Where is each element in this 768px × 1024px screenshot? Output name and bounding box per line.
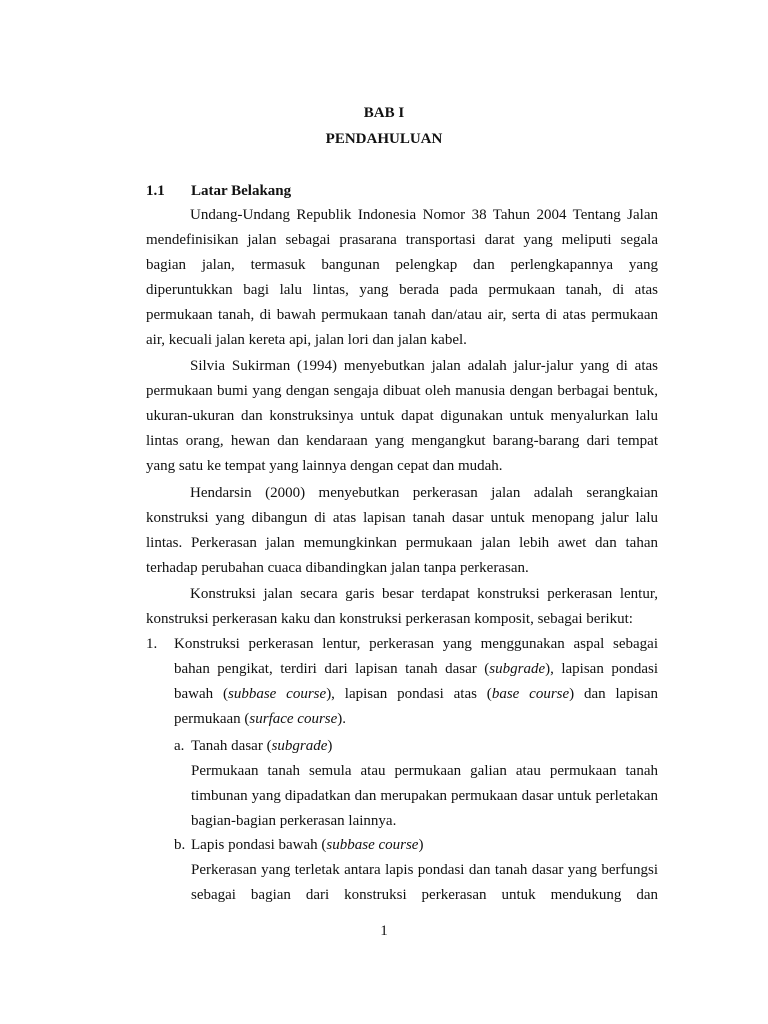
section-number: 1.1 [146,183,165,199]
paragraph-1: Undang-Undang Republik Indonesia Nomor 38 Tahun 2004 Tentang Jalan mendefinisikan jalan sebagai prasarana transportasi darat yang meliputi segala bagian jalan, termasuk bangunan pelengkap dan perlengkapannya yang diperuntukkan bagi lalu lintas, yang berada pada permukaan tanah, di atas permukaan tanah, di bawah permukaan tanah dan/atau air, serta di atas permukaan air, kecuali jalan kereta api, jalan lori dan jalan kabel. [146,207,658,348]
sub-list-item-b [174,833,658,908]
text-run: ) dan lapisan permukaan ( [174,686,658,727]
sub-item-description: Perkerasan yang terletak antara lapis pondasi dan tanah dasar yang berfungsi sebagai bagian dari konstruksi perkerasan untuk mendukung dan [191,862,658,903]
list-item-text [174,632,658,732]
section-heading [146,182,291,200]
text-run: ) [418,837,424,853]
sub-item-description: Permukaan tanah semula atau permukaan galian atau permukaan tanah timbunan yang dipadatkan dan merupakan permukaan dasar untuk perletakan bagian-bagian perkerasan lainnya. [191,763,658,829]
italic-term: subgrade [271,738,328,754]
italic-term: base course [491,686,570,702]
text-run: ), lapisan pondasi atas ( [326,686,492,702]
text-run: Lapis pondasi bawah ( [191,837,327,853]
text-run: Tanah dasar ( [191,738,272,754]
italic-term: surface course [249,711,338,727]
sub-list-item-a [174,734,658,834]
chapter-label: BAB I [363,105,405,121]
page-number: 1 [380,923,388,939]
list-item-1 [146,632,658,732]
section-title: Latar Belakang [191,183,292,199]
text-run: ). [337,711,347,727]
paragraph-4: Konstruksi jalan secara garis besar terdapat konstruksi perkerasan lentur, konstruksi perkerasan kaku dan konstruksi perkerasan komposit, sebagai berikut: [146,586,658,627]
text-run: Konstruksi perkerasan lentur, perkerasan yang menggunakan aspal sebagai bahan pengikat, terdiri dari lapisan tanah dasar ( [174,636,658,677]
italic-term: subbase course [326,837,419,853]
paragraph-3: Hendarsin (2000) menyebutkan perkerasan jalan adalah serangkaian konstruksi yang dibangun di atas lapisan tanah dasar untuk menopang jalur lalu lintas. Perkerasan jalan memungkinkan permukaan jalan lebih awet dan tahan terhadap perubahan cuaca dibandingkan jalan tanpa perkerasan. [146,485,658,576]
text-run: ), lapisan pondasi bawah ( [174,661,658,702]
sub-marker: a. [174,738,185,754]
sub-marker: b. [174,837,186,853]
italic-term: subbase course [228,686,327,702]
paragraph-2: Silvia Sukirman (1994) menyebutkan jalan adalah jalur-jalur yang di atas permukaan bumi yang dengan sengaja dibuat oleh manusia dengan berbagai bentuk, ukuran-ukuran dan konstruksinya untuk dapat digunakan untuk menyalurkan lalu lintas orang, hewan dan kendaraan yang mengangkut barang-barang dari tempat yang satu ke tempat yang lainnya dengan cepat dan mudah. [146,358,658,474]
chapter-title: PENDAHULUAN [325,131,443,147]
list-marker: 1. [146,636,158,652]
sub-item-heading [174,734,658,759]
text-run: ) [327,738,333,754]
italic-term: subgrade [489,661,546,677]
sub-item-heading [174,833,658,858]
